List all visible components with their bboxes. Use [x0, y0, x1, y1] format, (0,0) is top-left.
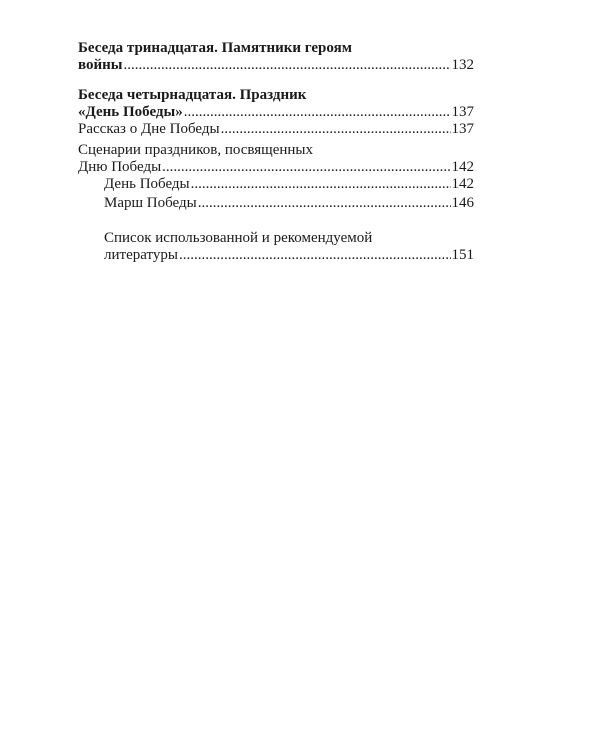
toc-page-number: 146 — [451, 195, 474, 211]
toc-entry-scenarios — [78, 142, 474, 176]
toc-entry-title-line1: Беседа четырнадцатая. Праздник — [78, 87, 307, 103]
toc-entry-title: Марш Победы — [104, 195, 197, 211]
toc-entry-title-line1: Сценарии праздников, посвященных — [78, 142, 313, 158]
toc-entry-conversation-14 — [78, 87, 474, 121]
toc-entry-conversation-13 — [78, 40, 474, 74]
toc-entry-title: День Победы — [104, 176, 190, 192]
dot-leader — [221, 121, 451, 138]
toc-page-number: 137 — [451, 104, 474, 120]
toc-page-number: 151 — [451, 247, 474, 263]
toc-entry-bibliography — [78, 230, 474, 264]
toc-page-number: 137 — [451, 121, 474, 137]
toc-page-number: 142 — [451, 159, 474, 175]
dot-leader — [124, 57, 451, 74]
toc-entry-title-line2: войны — [78, 57, 123, 73]
toc-entry-title-line1: Беседа тринадцатая. Памятники героям — [78, 40, 352, 56]
toc-entry-title: Рассказ о Дне Победы — [78, 121, 220, 137]
toc-page-number: 132 — [451, 57, 474, 73]
toc-entry-victory-day-story — [78, 121, 474, 138]
table-of-contents — [78, 40, 474, 264]
toc-entry-victory-march — [78, 195, 474, 212]
dot-leader — [179, 247, 451, 264]
toc-entry-title-line2: Дню Победы — [78, 159, 162, 175]
toc-entry-title-line2: «День Победы» — [78, 104, 183, 120]
toc-page-number: 142 — [451, 176, 474, 192]
dot-leader — [198, 195, 451, 212]
dot-leader — [162, 159, 450, 176]
dot-leader — [184, 104, 451, 121]
toc-entry-title-line1: Список использованной и рекомендуемой — [104, 230, 373, 246]
toc-entry-title-line2: литературы — [104, 247, 178, 263]
toc-entry-victory-day — [78, 176, 474, 193]
dot-leader — [191, 176, 451, 193]
